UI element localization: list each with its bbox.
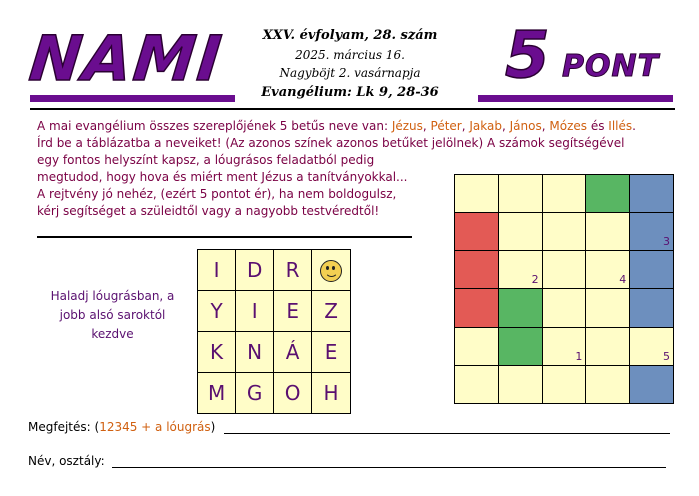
character-name: Péter <box>430 119 462 133</box>
points-underline-bar <box>478 95 673 102</box>
answer-cell-red[interactable] <box>455 251 499 289</box>
name-separator: , <box>422 119 431 133</box>
answer-cell[interactable] <box>542 213 586 251</box>
smiley-cell <box>312 250 351 291</box>
answer-cell-number: 4 <box>619 273 627 287</box>
answer-cell[interactable] <box>542 251 586 289</box>
answer-cell-green[interactable] <box>586 175 630 213</box>
nami-logo: NAMI <box>26 22 227 95</box>
answer-cell[interactable] <box>586 251 630 289</box>
letter-cell: Y <box>198 291 236 332</box>
answer-cell[interactable] <box>498 175 542 213</box>
letter-grid-row <box>198 291 351 332</box>
solution-hint: 12345 + a lóugrás <box>99 420 211 434</box>
answer-cell[interactable] <box>542 175 586 213</box>
answer-cell[interactable] <box>498 365 542 403</box>
instructions-line-3: egy fontos helyszínt kapsz, a lóugrásos feladatból pedig <box>37 153 375 167</box>
answer-cell-blue[interactable] <box>630 251 674 289</box>
character-name: Mózes <box>549 119 588 133</box>
answer-grid-row <box>455 365 674 403</box>
name-separator: és <box>587 119 609 133</box>
answer-cell[interactable] <box>455 175 499 213</box>
occasion-line: Nagyböjt 2. vasárnapja <box>279 66 421 80</box>
solution-label-close: ) <box>210 420 216 434</box>
answer-grid-row <box>455 251 674 289</box>
logo-underline-bar <box>30 95 235 102</box>
answer-grid-row <box>455 175 674 213</box>
instructions-lead: A mai evangélium összes szereplőjének 5 betűs neve van: <box>37 119 392 133</box>
letter-grid-row <box>198 373 351 414</box>
solution-label <box>28 420 215 434</box>
name-class-label: Név, osztály: <box>28 454 105 468</box>
character-name: Illés <box>608 119 633 133</box>
letter-cell: G <box>236 373 274 414</box>
answer-cell-number: 5 <box>663 349 670 363</box>
answer-cell[interactable] <box>455 327 499 365</box>
letter-cell: O <box>274 373 312 414</box>
character-name: Jézus <box>391 119 423 133</box>
letter-cell: R <box>274 250 312 291</box>
answer-grid-row <box>455 213 674 251</box>
letter-cell: E <box>312 332 351 373</box>
answer-cell-blue[interactable] <box>630 289 674 327</box>
volume-line: XXV. évfolyam, 28. szám <box>262 28 438 43</box>
answer-cell[interactable] <box>498 251 542 289</box>
answer-cell-blue[interactable] <box>630 175 674 213</box>
answer-cell[interactable] <box>498 213 542 251</box>
smiley-icon <box>320 260 342 282</box>
answer-cell[interactable] <box>630 327 674 365</box>
letter-cell: I <box>198 250 236 291</box>
instructions-line-1 <box>37 118 677 135</box>
answer-cell-red[interactable] <box>455 289 499 327</box>
letter-cell: N <box>236 332 274 373</box>
solution-answer-line[interactable] <box>224 433 670 434</box>
points-word: PONT <box>562 49 660 84</box>
gospel-reference: Evangélium: Lk 9, 28-36 <box>261 85 439 100</box>
instructions-line-4: megtudod, hogy hova és miért ment Jézus a tanítványokkal... <box>37 170 408 184</box>
letter-cell: H <box>312 373 351 414</box>
name-separator: , <box>541 119 550 133</box>
answer-cell[interactable] <box>542 289 586 327</box>
knight-move-letter-grid <box>197 249 351 414</box>
header-divider <box>30 108 675 110</box>
letter-cell: E <box>274 291 312 332</box>
instructions-line-2: Írd be a táblázatba a neveiket! (Az azonos színek azonos betűket jelölnek) A számok segítségével <box>37 136 625 150</box>
answer-cell-blue[interactable] <box>630 213 674 251</box>
sentence-end: . <box>632 119 636 133</box>
answer-cell-blue[interactable] <box>630 365 674 403</box>
answer-cell[interactable] <box>586 213 630 251</box>
name-separator: , <box>461 119 470 133</box>
answer-cell[interactable] <box>586 365 630 403</box>
answer-cell-number: 1 <box>575 349 583 363</box>
answer-grid-row <box>455 327 674 365</box>
answer-grid-row <box>455 289 674 327</box>
name-class-answer-line[interactable] <box>112 467 666 468</box>
instructions-line-5: A rejtvény jó nehéz, (ezért 5 pontot ér), ha nem boldogulsz, <box>37 187 397 201</box>
name-answer-grid <box>454 174 674 404</box>
answer-cell-number: 3 <box>663 235 670 249</box>
character-name: Jakab <box>469 119 502 133</box>
answer-cell[interactable] <box>586 289 630 327</box>
instructions-line-6: kérj segítséget a szüleidtől vagy a nagyobb testvéredtől! <box>37 204 380 218</box>
letter-cell: I <box>236 291 274 332</box>
answer-cell[interactable] <box>542 327 586 365</box>
character-name: János <box>509 119 542 133</box>
letter-cell: Z <box>312 291 351 332</box>
answer-cell-green[interactable] <box>498 289 542 327</box>
answer-cell-red[interactable] <box>455 213 499 251</box>
letter-grid-row <box>198 332 351 373</box>
answer-cell[interactable] <box>455 365 499 403</box>
letter-grid-row <box>198 250 351 291</box>
letter-cell: K <box>198 332 236 373</box>
instructions-underline <box>37 236 412 238</box>
answer-cell-number: 2 <box>531 273 539 287</box>
issue-date: 2025. március 16. <box>295 48 405 62</box>
answer-cell-green[interactable] <box>498 327 542 365</box>
letter-cell: M <box>198 373 236 414</box>
letter-cell: Á <box>274 332 312 373</box>
solution-label-text: Megfejtés: ( <box>28 420 100 434</box>
name-separator: , <box>502 119 510 133</box>
answer-cell[interactable] <box>542 365 586 403</box>
knight-move-hint: Haladj lóugrásban, a jobb alsó saroktól kezdve <box>50 289 175 341</box>
letter-cell: D <box>236 250 274 291</box>
points-number: 5 <box>505 19 550 93</box>
answer-cell[interactable] <box>586 327 630 365</box>
